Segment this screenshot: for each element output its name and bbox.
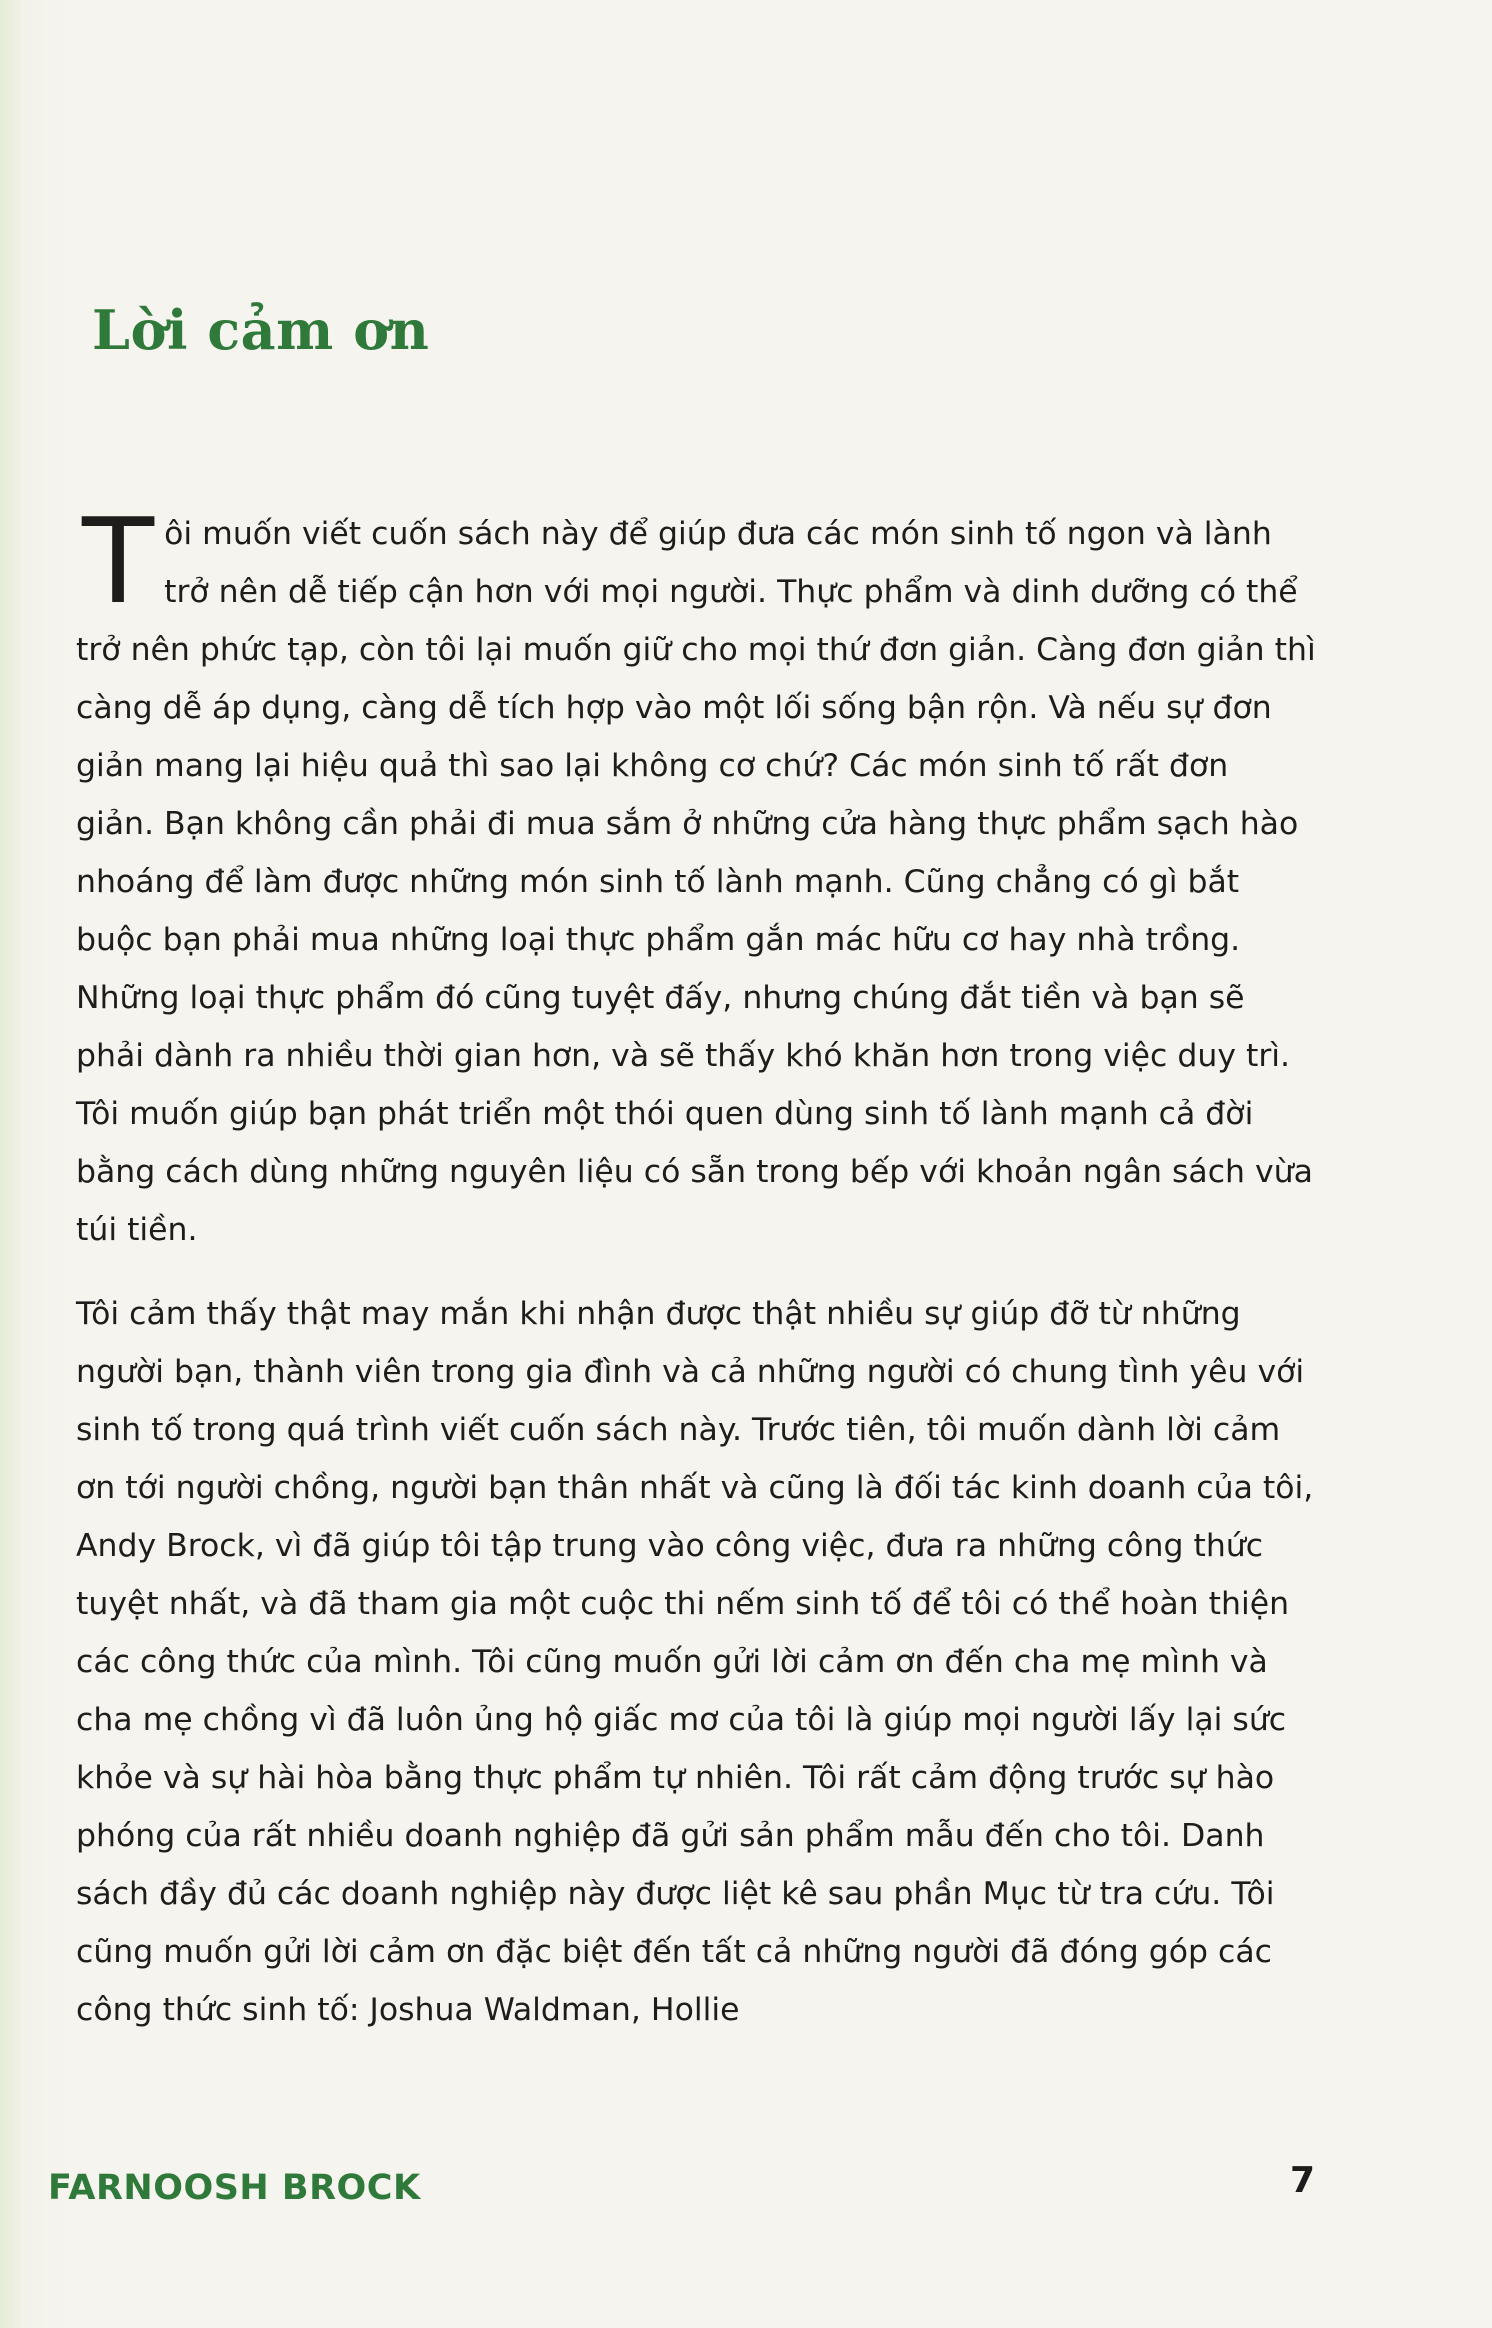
paragraph-intro-text: ôi muốn viết cuốn sách này để giúp đưa các món sinh tố ngon và lành trở nên dễ tiếp cận hơn với mọi người. Thực phẩm và dinh dưỡng có thể trở nên phức tạp, còn tôi lại muốn giữ cho mọi thứ đơn giản. Càng đơn giản thì càng dễ áp dụng, càng dễ tích hợp vào một lối sống bận rộn. Và nếu sự đơn giản mang lại hiệu quả thì sao lại không cơ chứ? Các món sinh tố rất đơn giản. Bạn không cần phải đi mua sắm ở những cửa hàng thực phẩm sạch hào nhoáng để làm được những món sinh tố lành mạnh. Cũng chẳng có gì bắt buộc bạn phải mua những loại thực phẩm gắn mác hữu cơ hay nhà trồng. Những loại thực phẩm đó cũng tuyệt đấy, nhưng chúng đắt tiền và bạn sẽ phải dành ra nhiều thời gian hơn, và sẽ thấy khó khăn hơn trong việc duy trì. Tôi muốn giúp bạn phát triển một thói quen dùng sinh tố lành mạnh cả đời bằng cách dùng những nguyên liệu có sẵn trong bếp với khoản ngân sách vừa túi tiền. [76, 516, 1316, 1248]
page-heading: Lời cảm ơn [92, 298, 430, 362]
page-number: 7 [1290, 2160, 1316, 2201]
footer-author: FARNOOSH BROCK [48, 2168, 421, 2208]
drop-cap: T [82, 492, 155, 630]
paragraph-thanks-text: Tôi cảm thấy thật may mắn khi nhận được thật nhiều sự giúp đỡ từ những người bạn, thành viên trong gia đình và cả những người có chung tình yêu với sinh tố trong quá trình viết cuốn sách này. Trước tiên, tôi muốn dành lời cảm ơn tới người chồng, người bạn thân nhất và cũng là đối tác kinh doanh của tôi, Andy Brock, vì đã giúp tôi tập trung vào công việc, đưa ra những công thức tuyệt nhất, và đã tham gia một cuộc thi nếm sinh tố để tôi có thể hoàn thiện các công thức của mình. Tôi cũng muốn gửi lời cảm ơn đến cha mẹ mình và cha mẹ chồng vì đã luôn ủng hộ giấc mơ của tôi là giúp mọi người lấy lại sức khỏe và sự hài hòa bằng thực phẩm tự nhiên. Tôi rất cảm động trước sự hào phóng của rất nhiều doanh nghiệp đã gửi sản phẩm mẫu đến cho tôi. Danh sách đầy đủ các doanh nghiệp này được liệt kê sau phần Mục từ tra cứu. Tôi cũng muốn gửi lời cảm ơn đặc biệt đến tất cả những người đã đóng góp các công thức sinh tố: Joshua Waldman, Hollie [76, 1296, 1314, 2028]
paragraph-intro [76, 492, 1316, 1259]
paragraph-thanks [76, 1285, 1316, 2039]
